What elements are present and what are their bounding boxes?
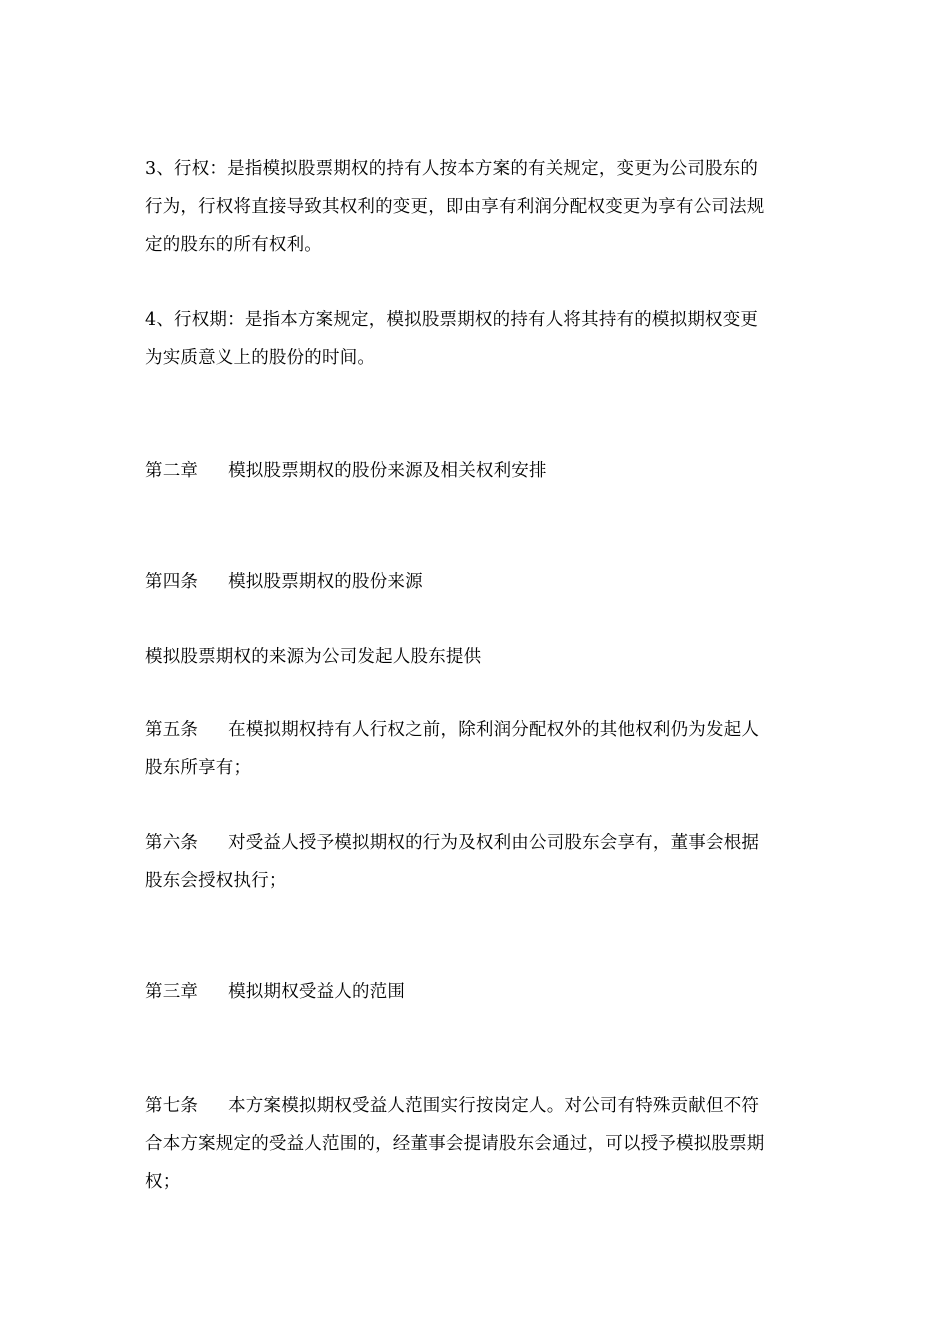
chapter-label: 第三章 [145, 982, 199, 1002]
chapter-title: 模拟期权受益人的范围 [228, 982, 406, 1002]
paragraph-line: 合本方案规定的受益人范围的，经董事会提请股东会通过，可以授予模拟股票期 [145, 1134, 765, 1154]
paragraph-line: 股东会授权执行； [145, 871, 287, 891]
paragraph-line: 在模拟期权持有人行权之前，除利润分配权外的其他权利仍为发起人 [228, 720, 760, 740]
paragraph-line: 4、行权期：是指本方案规定，模拟股票期权的持有人将其持有的模拟期权变更 [145, 310, 759, 330]
article-label: 第七条 [145, 1096, 199, 1116]
article-title: 模拟股票期权的股份来源 [228, 572, 423, 592]
definition-exercise-period [145, 301, 810, 377]
article-4-heading [145, 563, 810, 601]
paragraph-line: 对受益人授予模拟期权的行为及权利由公司股东会享有，董事会根据 [228, 833, 760, 853]
article-label: 第五条 [145, 720, 199, 740]
chapter-title: 模拟股票期权的股份来源及相关权利安排 [228, 461, 547, 481]
paragraph-line: 3、行权：是指模拟股票期权的持有人按本方案的有关规定，变更为公司股东的 [145, 159, 759, 179]
chapter-label: 第二章 [145, 461, 199, 481]
paragraph-line: 权； [145, 1172, 181, 1192]
article-label: 第六条 [145, 833, 199, 853]
definition-exercise [145, 150, 810, 264]
article-6 [145, 824, 810, 900]
chapter-3-heading [145, 973, 810, 1011]
paragraph-line: 行为，行权将直接导致其权利的变更，即由享有利润分配权变更为享有公司法规 [145, 197, 765, 217]
paragraph-line: 本方案模拟期权受益人范围实行按岗定人。对公司有特殊贡献但不符 [228, 1096, 760, 1116]
chapter-2-heading [145, 452, 810, 490]
article-5 [145, 711, 810, 787]
paragraph-line: 模拟股票期权的来源为公司发起人股东提供 [145, 647, 482, 667]
paragraph-line: 为实质意义上的股份的时间。 [145, 348, 376, 368]
paragraph-line: 股东所享有； [145, 758, 252, 778]
article-7 [145, 1087, 810, 1201]
paragraph-line: 定的股东的所有权利。 [145, 235, 322, 255]
article-label: 第四条 [145, 572, 199, 592]
article-4-body [145, 638, 810, 676]
